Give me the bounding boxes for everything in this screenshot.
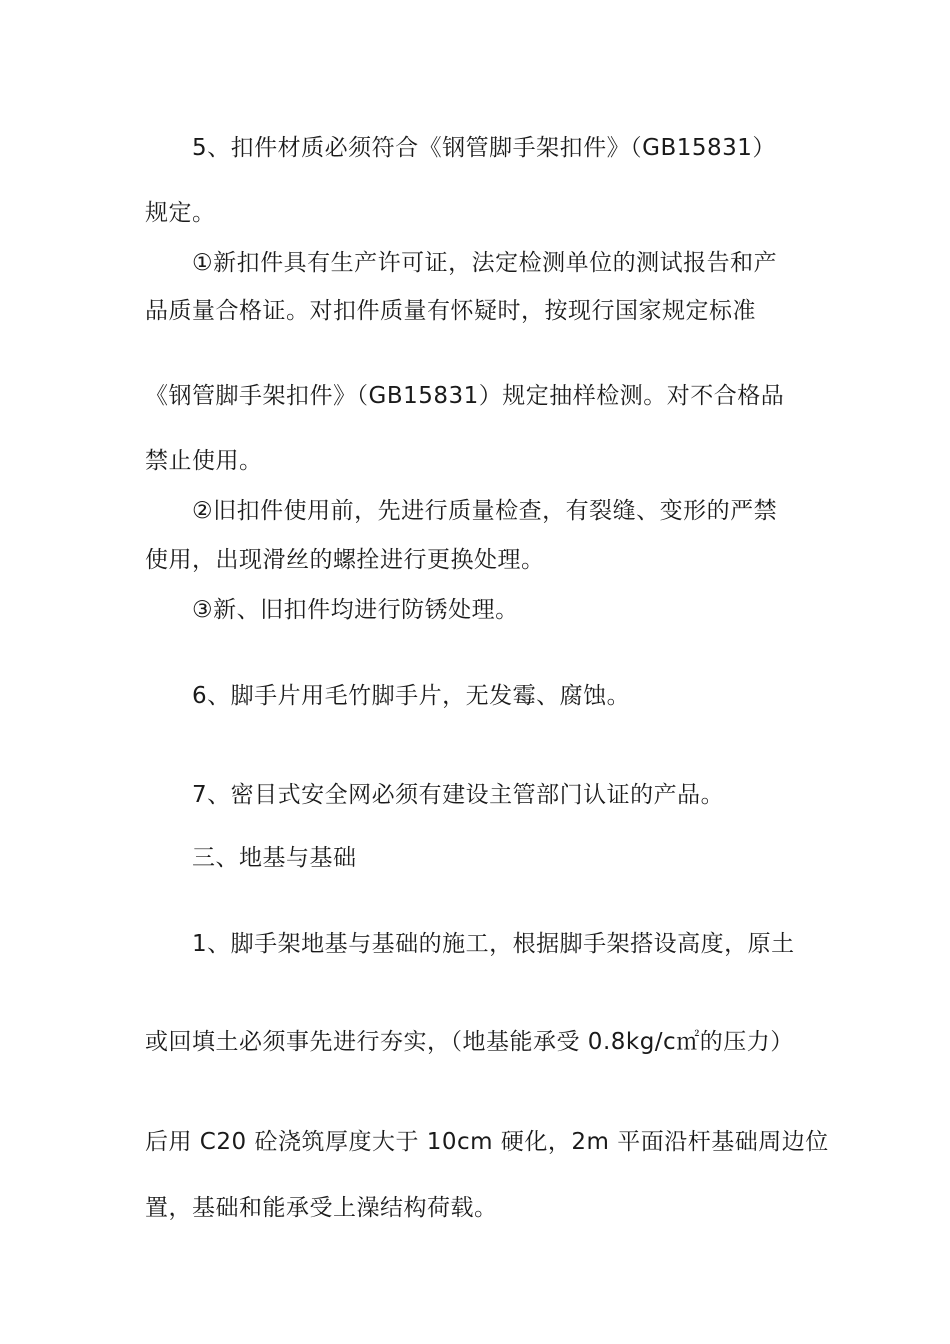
section-heading: 三、地基与基础 bbox=[192, 845, 357, 871]
paragraph-line: ③新、旧扣件均进行防锈处理。 bbox=[192, 597, 519, 623]
paragraph-line: 禁止使用。 bbox=[145, 448, 263, 474]
paragraph-line: 1、脚手架地基与基础的施工，根据脚手架搭设高度，原土 bbox=[192, 931, 795, 957]
paragraph-line: ①新扣件具有生产许可证，法定检测单位的测试报告和产 bbox=[192, 250, 778, 276]
paragraph-line: 使用，出现滑丝的螺拴进行更换处理。 bbox=[145, 547, 545, 573]
paragraph-line: 置，基础和能承受上澡结构荷载。 bbox=[145, 1195, 498, 1221]
paragraph-line: 7、密目式安全网必须有建设主管部门认证的产品。 bbox=[192, 782, 725, 808]
paragraph-line: 6、脚手片用毛竹脚手片，无发霉、腐蚀。 bbox=[192, 683, 631, 709]
paragraph-line: 规定。 bbox=[145, 200, 216, 226]
paragraph-line: 或回填土必须事先进行夯实，（地基能承受 0.8kg/c㎡的压力） bbox=[145, 1029, 794, 1055]
paragraph-line: 5、扣件材质必须符合《钢管脚手架扣件》（GB15831） bbox=[192, 135, 776, 161]
paragraph-line: 后用 C20 砼浇筑厚度大于 10cm 硬化，2m 平面沿杆基础周边位 bbox=[145, 1129, 829, 1155]
paragraph-line: 《钢管脚手架扣件》（GB15831）规定抽样检测。对不合格品 bbox=[145, 383, 785, 409]
paragraph-line: ②旧扣件使用前，先进行质量检查，有裂缝、变形的严禁 bbox=[192, 498, 778, 524]
paragraph-line: 品质量合格证。对扣件质量有怀疑时，按现行国家规定标准 bbox=[145, 298, 756, 324]
